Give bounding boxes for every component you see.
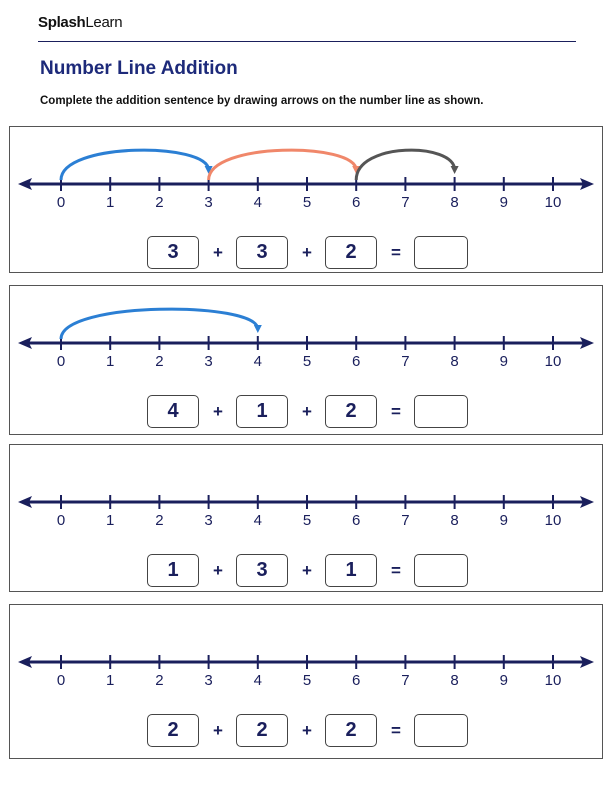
plus-sign: +	[302, 560, 312, 580]
tick-label: 2	[155, 672, 164, 689]
plus-sign: +	[302, 720, 312, 740]
plus-sign: +	[213, 401, 223, 421]
tick-label: 8	[450, 353, 459, 370]
equals-sign: =	[391, 560, 401, 580]
tick-label: 6	[352, 672, 361, 689]
addend-box: 2	[236, 714, 288, 747]
addend-box: 3	[236, 236, 288, 269]
addend-box: 3	[236, 554, 288, 587]
addend-box: 2	[325, 236, 377, 269]
addition-sentence	[10, 395, 602, 431]
jump-arrow	[209, 150, 357, 180]
tick-label: 5	[302, 194, 312, 211]
tick-label: 8	[450, 194, 459, 211]
tick-label: 7	[401, 194, 410, 211]
tick-label: 10	[544, 672, 562, 689]
tick-label: 6	[352, 353, 361, 370]
tick-label: 8	[450, 672, 459, 689]
tick-label: 8	[450, 512, 459, 529]
tick-label: 1	[106, 672, 115, 689]
addend-box: 1	[236, 395, 288, 428]
addend-box: 4	[147, 395, 199, 428]
tick-label: 1	[106, 512, 115, 529]
plus-sign: +	[213, 720, 223, 740]
problem-card	[9, 604, 603, 759]
addend-box: 1	[325, 554, 377, 587]
tick-label: 3	[204, 512, 213, 529]
number-line	[10, 445, 602, 545]
tick-label: 9	[499, 353, 508, 370]
number-line	[10, 286, 602, 386]
addition-sentence	[10, 714, 602, 750]
tick-label: 3	[204, 194, 213, 211]
equals-sign: =	[391, 720, 401, 740]
answer-box[interactable]	[414, 554, 468, 587]
tick-label: 9	[499, 512, 508, 529]
tick-label: 3	[204, 353, 213, 370]
tick-label: 2	[155, 512, 164, 529]
plus-sign: +	[213, 242, 223, 262]
tick-label: 0	[56, 353, 66, 370]
header-divider	[38, 41, 576, 42]
tick-label: 3	[204, 672, 213, 689]
problem-card	[9, 444, 603, 592]
addend-box: 2	[147, 714, 199, 747]
tick-label: 5	[302, 672, 312, 689]
instructions: Complete the addition sentence by drawing arrows on the number line as shown.	[40, 95, 484, 107]
tick-label: 10	[544, 512, 562, 529]
addend-box: 2	[325, 395, 377, 428]
plus-sign: +	[302, 401, 312, 421]
tick-label: 0	[56, 194, 66, 211]
addition-sentence	[10, 554, 602, 590]
addend-box: 1	[147, 554, 199, 587]
tick-label: 9	[499, 194, 508, 211]
answer-box[interactable]	[414, 395, 468, 428]
tick-label: 0	[56, 512, 66, 529]
answer-box[interactable]	[414, 714, 468, 747]
plus-sign: +	[302, 242, 312, 262]
tick-label: 2	[155, 353, 164, 370]
number-line	[10, 127, 602, 227]
tick-label: 2	[155, 194, 164, 211]
jump-arrow	[61, 150, 209, 180]
brand-logo-learn: Learn	[85, 14, 123, 31]
addend-box: 3	[147, 236, 199, 269]
problem-card	[9, 285, 603, 435]
tick-label: 5	[302, 353, 312, 370]
tick-label: 0	[56, 672, 66, 689]
answer-box[interactable]	[414, 236, 468, 269]
tick-label: 6	[352, 512, 361, 529]
plus-sign: +	[213, 560, 223, 580]
jump-arrow	[61, 309, 258, 339]
tick-label: 7	[401, 672, 410, 689]
tick-label: 1	[106, 353, 115, 370]
tick-label: 9	[499, 672, 508, 689]
brand-logo-splash: Splash	[38, 14, 86, 31]
tick-label: 6	[352, 194, 361, 211]
brand-logo	[38, 14, 122, 31]
tick-label: 4	[253, 512, 262, 529]
tick-label: 4	[253, 353, 262, 370]
jump-arrow	[356, 150, 454, 180]
equals-sign: =	[391, 401, 401, 421]
page-title: Number Line Addition	[40, 58, 238, 79]
tick-label: 5	[302, 512, 312, 529]
tick-label: 10	[544, 194, 562, 211]
tick-label: 7	[401, 512, 410, 529]
tick-label: 4	[253, 194, 262, 211]
tick-label: 1	[106, 194, 115, 211]
tick-label: 7	[401, 353, 410, 370]
equals-sign: =	[391, 242, 401, 262]
number-line	[10, 605, 602, 705]
addend-box: 2	[325, 714, 377, 747]
problem-card	[9, 126, 603, 273]
tick-label: 10	[544, 353, 562, 370]
addition-sentence	[10, 236, 602, 272]
tick-label: 4	[253, 672, 262, 689]
